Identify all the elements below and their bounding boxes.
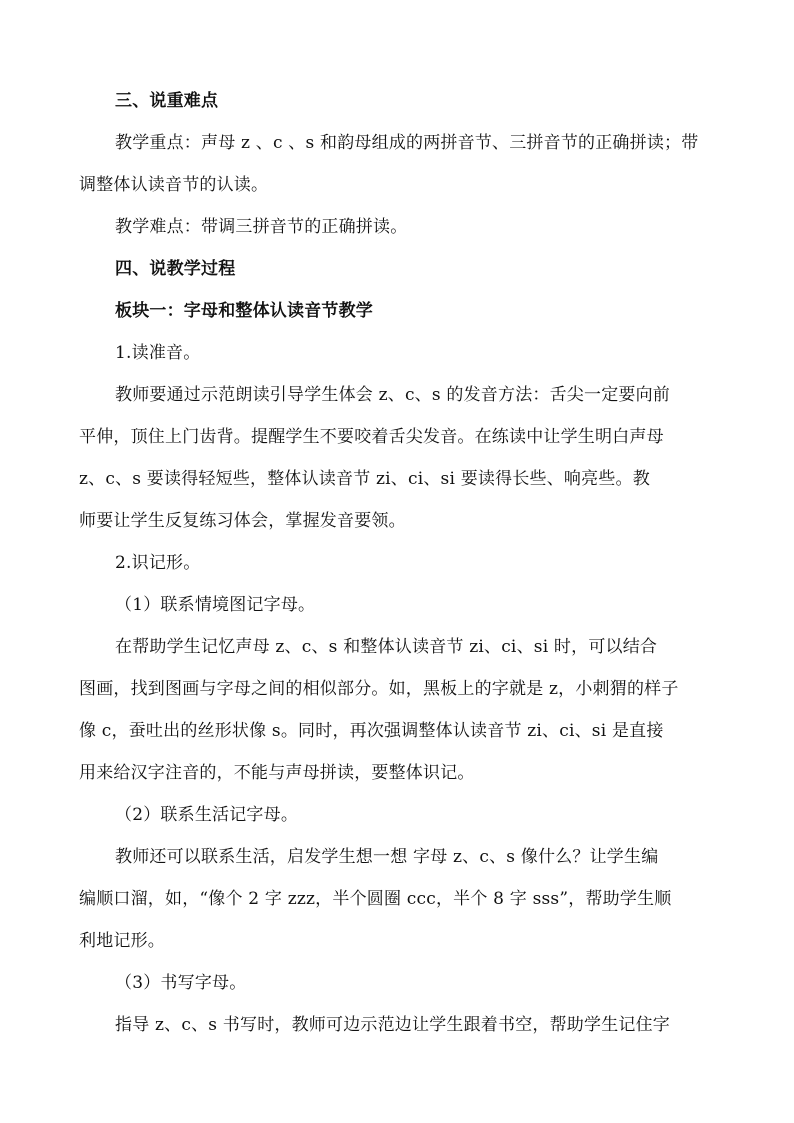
paragraph-line: 用来给汉字注音的，不能与声母拼读，要整体识记。 xyxy=(79,763,475,783)
document-body xyxy=(79,80,720,1046)
subsection-heading-block-one: 板块一：字母和整体认读音节教学 xyxy=(115,301,373,321)
paragraph-line: 教学重点：声母 z 、c 、s 和韵母组成的两拼音节、三拼音节的正确拼读；带 xyxy=(115,133,699,153)
numbered-item-heading: 2.识记形。 xyxy=(115,553,201,573)
numbered-item-heading: 1.读准音。 xyxy=(115,343,201,363)
paragraph-line: 像 c，蚕吐出的丝形状像 s。同时，再次强调整体认读音节 zi、ci、si 是直接 xyxy=(79,721,664,741)
paragraph-line: 指导 z、c、s 书写时，教师可边示范边让学生跟着书空，帮助学生记住字 xyxy=(115,1015,671,1035)
section-heading-key-points: 三、说重难点 xyxy=(115,91,219,111)
sub-item-heading: （3）书写字母。 xyxy=(115,973,247,993)
paragraph-line: 调整体认读音节的认读。 xyxy=(79,175,269,195)
paragraph-line: 编顺口溜，如，“像个 2 字 zzz，半个圆圈 ccc，半个 8 字 sss”，帮助学生顺 xyxy=(79,889,672,909)
paragraph-line: 教师还可以联系生活，启发学生想一想 字母 z、c、s 像什么？让学生编 xyxy=(115,847,659,867)
paragraph-line: 在帮助学生记忆声母 z、c、s 和整体认读音节 zi、ci、si 时，可以结合 xyxy=(115,637,658,657)
paragraph-line: 利地记形。 xyxy=(79,931,165,951)
paragraph-line: 师要让学生反复练习体会，掌握发音要领。 xyxy=(79,511,406,531)
section-heading-teaching-process: 四、说教学过程 xyxy=(115,259,236,279)
paragraph-line: 图画，找到图画与字母之间的相似部分。如，黑板上的字就是 z，小刺猬的样子 xyxy=(79,679,679,699)
paragraph-line: z、c、s 要读得轻短些，整体认读音节 zi、ci、si 要读得长些、响亮些。教 xyxy=(79,469,650,489)
paragraph-line: 教学难点：带调三拼音节的正确拼读。 xyxy=(115,217,408,237)
paragraph-line: 平伸，顶住上门齿背。提醒学生不要咬着舌尖发音。在练读中让学生明白声母 xyxy=(79,427,664,447)
sub-item-heading: （1）联系情境图记字母。 xyxy=(115,595,316,615)
sub-item-heading: （2）联系生活记字母。 xyxy=(115,805,299,825)
paragraph-line: 教师要通过示范朗读引导学生体会 z、c、s 的发音方法：舌尖一定要向前 xyxy=(115,385,671,405)
